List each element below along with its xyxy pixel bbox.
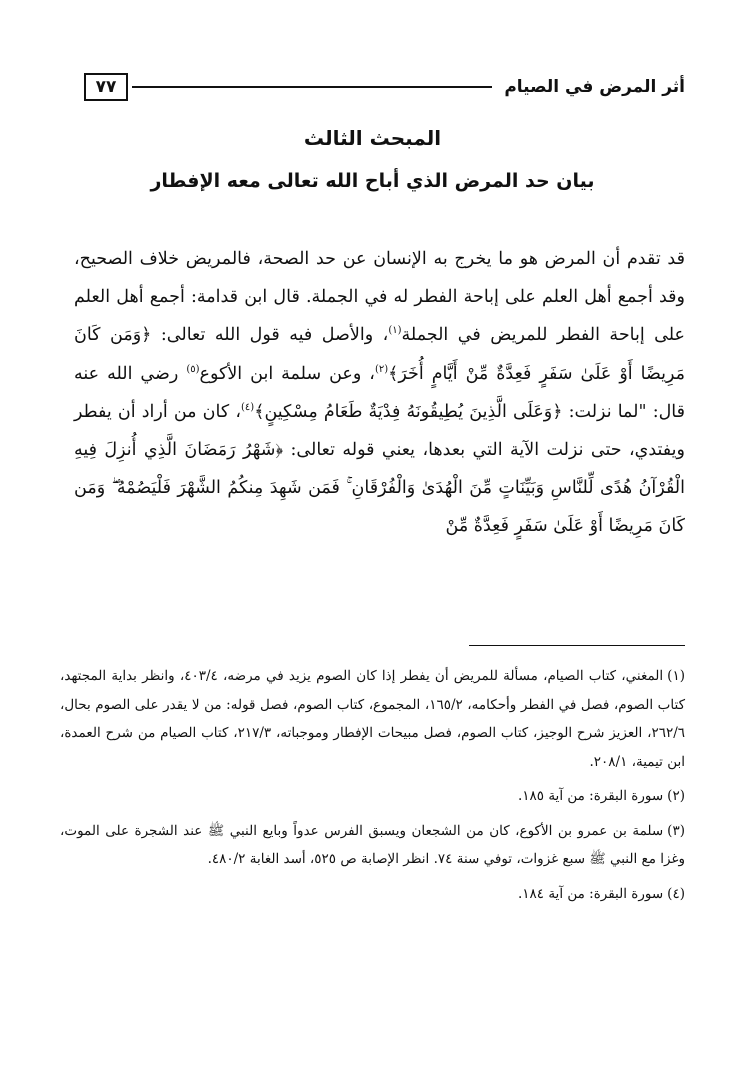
footnote: [60, 880, 685, 909]
body-text-segment: قد تقدم أن المرض هو ما يخرج به الإنسان عن حد الصحة، فالمريض خلاف الصحيح، وقد أجمع أهل العلم على إباحة الفطر له في الجملة. قال ابن قدامة: أجمع أهل العلم على إباحة الفطر للمريض في الجملة: [74, 249, 686, 346]
section-subtitle: بيان حد المرض الذي أباح الله تعالى معه الإفطار: [150, 170, 595, 192]
footnote: [60, 662, 685, 776]
footnote-separator: [469, 645, 685, 646]
footnote: [60, 782, 685, 811]
body-text-segment: ، وعن سلمة ابن الأكوع: [199, 363, 375, 384]
footnote-text: المغني، كتاب الصيام، مسألة للمريض أن يفطر إذا كان الصوم يزيد في مرضه، ٤٠٣/٤، وانظر بداية المجتهد، كتاب الصوم، فصل في الفطر وأحكامه، ١٦٥/٢، المجموع، كتاب الصوم، فصل قوله: من لا يقدر على الصوم بحال، ٢٦٢/٦، العزيز شرح الوجيز، كتاب الصوم، فصل مبيحات الإفطار وموجباته، ٢١٧/٣، كتاب الصيام من شرح العمدة، ابن تيمية، ٢٠٨/١.: [60, 668, 685, 770]
quran-verse: ﴿وَمَن كَانَ مَرِيضًا أَوْ عَلَىٰ سَفَرٍ فَعِدَّةٌ مِّنْ أَيَّامٍ أُخَرَ﴾: [74, 325, 686, 384]
footnote-text: سورة البقرة: من آية ١٨٥.: [517, 788, 664, 804]
page-number: ٧٧: [84, 73, 128, 101]
body-text-segment: رضي الله عنه قال: "لما نزلت:: [74, 363, 686, 422]
footnote-text: سلمة بن عمرو بن الأكوع، كان من الشجعان ويسبق الفرس عدواً وبايع النبي ﷺ عند الشجرة على الموت، وغزا مع النبي ﷺ سبع غزوات، توفي سنة ٧٤. انظر الإصابة ص ٥٢٥، أسد الغابة ٤٨٠/٢.: [60, 822, 685, 867]
body-text-segment: ، والأصل فيه قول الله تعالى:: [151, 325, 389, 346]
running-header: [84, 70, 685, 104]
footnote-text: سورة البقرة: من آية ١٨٤.: [517, 885, 664, 902]
section-title: المبحث الثالث: [303, 126, 442, 150]
footnote: [60, 817, 685, 874]
footnote-marker: (٣): [667, 822, 685, 839]
footnotes-list: [60, 662, 685, 914]
footnote-marker: (١): [667, 668, 685, 684]
footnote-ref: (٥): [186, 363, 200, 375]
quran-verse: ﴿شَهْرُ رَمَضَانَ الَّذِي أُنزِلَ فِيهِ الْقُرْآنُ هُدًى لِّلنَّاسِ وَبَيِّنَاتٍ مِّنَ الْهُدَىٰ وَالْفُرْقَانِ ۚ فَمَن شَهِدَ مِنكُمُ الشَّهْرَ فَلْيَصُمْهُ ۖ وَمَن كَانَ مَرِيضًا أَوْ عَلَىٰ سَفَرٍ فَعِدَّةٌ مِّنْ: [74, 440, 685, 537]
header-rule: [132, 86, 492, 88]
quran-verse: ﴿وَعَلَى الَّذِينَ يُطِيقُونَهُ فِدْيَةٌ طَعَامُ مِسْكِينٍ﴾: [254, 401, 563, 422]
footnote-ref: (٢): [374, 363, 389, 375]
body-paragraph: [74, 240, 685, 546]
footnote-marker: (٢): [667, 788, 685, 804]
running-title: أثر المرض في الصيام: [504, 77, 685, 97]
footnote-marker: (٤): [667, 885, 685, 902]
footnote-ref: (١): [388, 325, 402, 337]
body-text-segment: ، كان من أراد أن يفطر ويفتدي، حتى نزلت الآية التي بعدها، يعني قوله تعالى:: [74, 401, 685, 461]
footnote-ref: (٤): [241, 401, 255, 413]
